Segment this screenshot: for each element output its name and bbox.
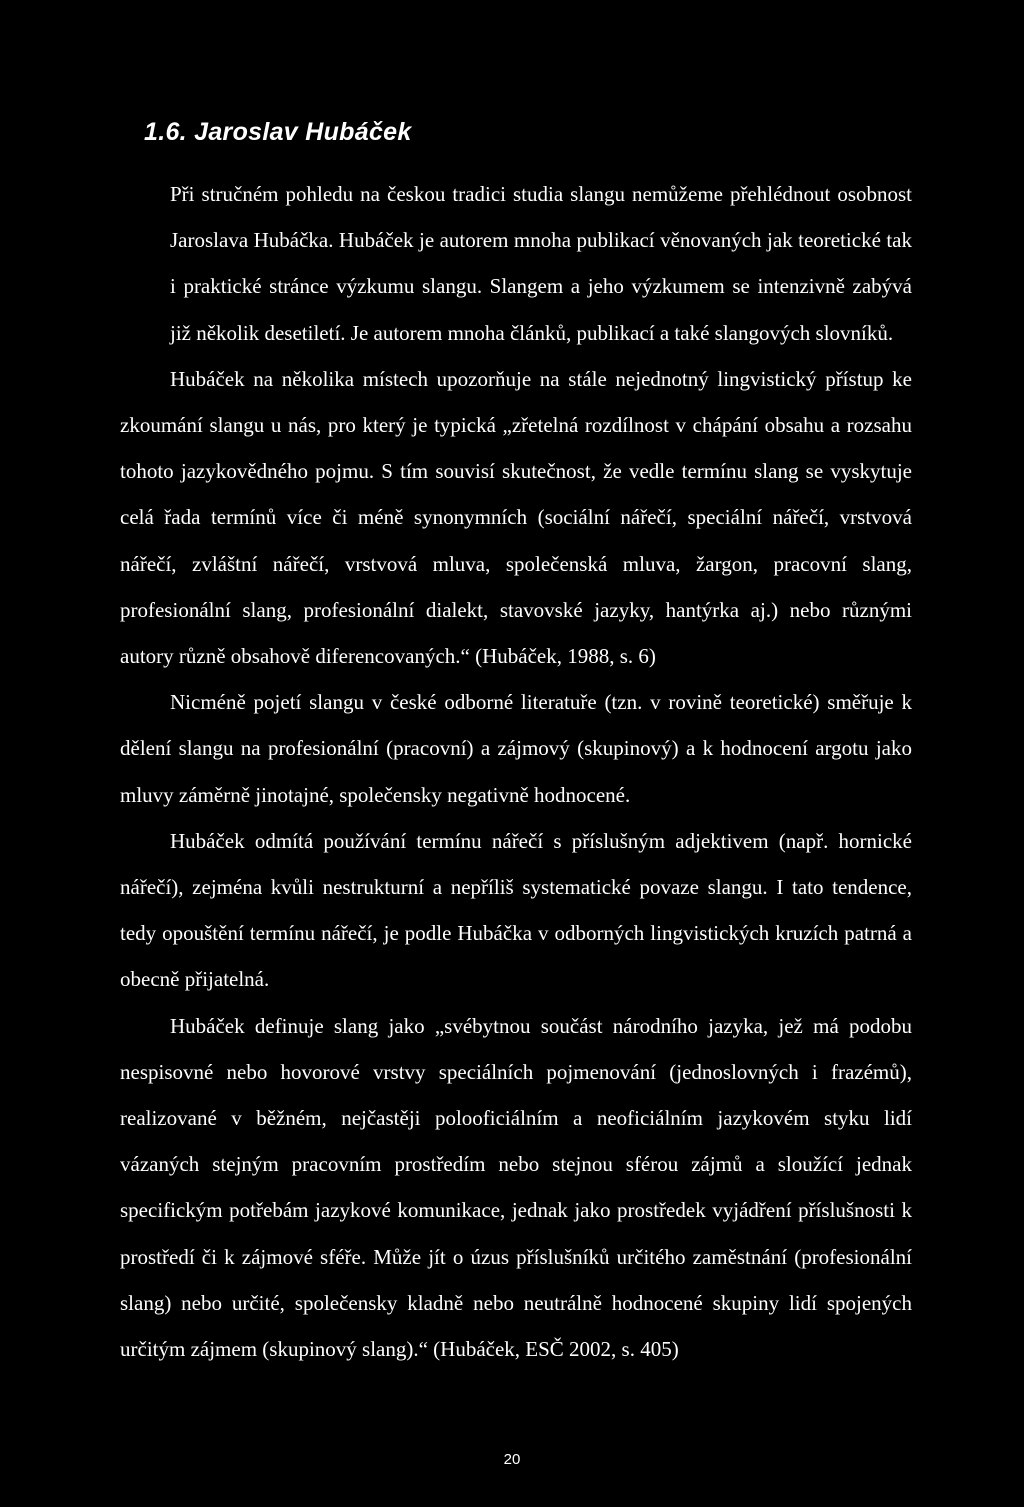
section-heading: 1.6. Jaroslav Hubáček — [144, 118, 412, 146]
paragraph-terminology: Hubáček na několika místech upozorňuje na stále nejednotný lingvistický přístup ke zkoumání slangu u nás, pro který je typická „zřetelná rozdílnost v chápání obsahu a rozsahu tohoto jazykovědného pojmu. S tím souvisí skutečnost, že vedle termínu slang se vyskytuje celá řada termínů více či méně synonymních (sociální nářečí, speciální nářečí, vrstvová nářečí, zvláštní nářečí, vrstvová mluva, společenská mluva, žargon, pracovní slang, profesionální slang, profesionální dialekt, stavovské jazyky, hantýrka aj.) nebo různými autory různě obsahově diferencovaných.“ (Hubáček, 1988, s. 6) — [120, 366, 912, 669]
paragraph-intro: Při stručném pohledu na českou tradici studia slangu nemůžeme přehlédnout osobnost Jaroslava Hubáčka. Hubáček je autorem mnoha publikací věnovaných jak teoretické tak i praktické stránce výzkumu slangu. Slangem a jeho výzkumem se intenzivně zabývá již několik desetiletí. Je autorem mnoha článků, publikací a také slangových slovníků. — [170, 182, 912, 345]
body-text — [120, 171, 912, 1372]
paragraph-classification: Nicméně pojetí slangu v české odborné literatuře (tzn. v rovině teoretické) směřuje k dělení slangu na profesionální (pracovní) a zájmový (skupinový) a k hodnocení argotu jako mluvy záměrně jinotajné, společensky negativně hodnocené. — [120, 690, 912, 807]
paragraph-dialect-term: Hubáček odmítá používání termínu nářečí s příslušným adjektivem (např. hornické nářečí), zejména kvůli nestrukturní a nepříliš systematické povaze slangu. I tato tendence, tedy opouštění termínu nářečí, je podle Hubáčka v odborných lingvistických kruzích patrná a obecně přijatelná. — [120, 828, 912, 992]
page-number: 20 — [503, 1451, 521, 1468]
paragraph-definition: Hubáček definuje slang jako „svébytnou součást národního jazyka, jež má podobu nespisovné nebo hovorové vrstvy speciálních pojmenování (jednoslovných i frazémů), realizované v běžném, nejčastěji polooficiálním a neoficiálním jazykovém styku lidí vázaných stejným pracovním prostředím nebo stejnou sférou zájmů a sloužící jednak specifickým potřebám jazykové komunikace, jednak jako prostředek vyjádření příslušnosti k prostředí či k zájmové sféře. Může jít o úzus příslušníků určitého zaměstnání (profesionální slang) nebo určité, společensky kladně nebo neutrálně hodnocené skupiny lidí spojených určitým zájmem (skupinový slang).“ (Hubáček, ESČ 2002, s. 405) — [120, 1013, 912, 1362]
